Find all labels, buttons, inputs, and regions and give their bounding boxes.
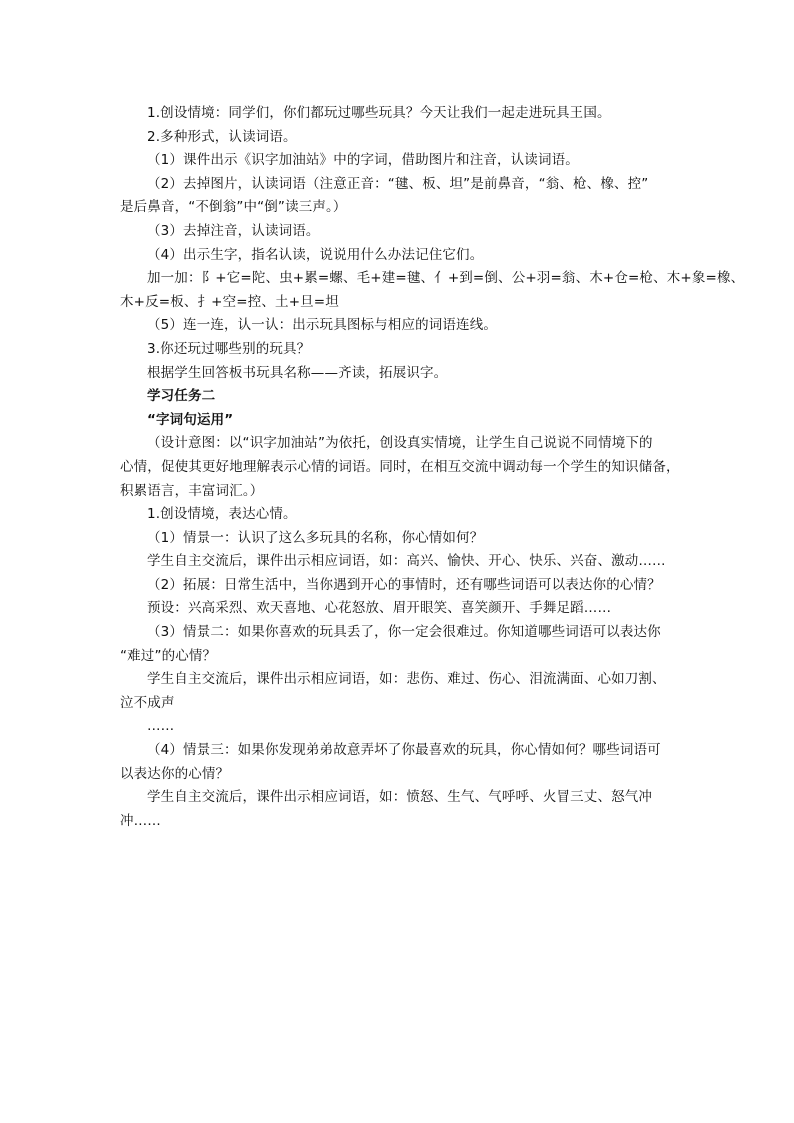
paragraph-line: （1）课件出示《识字加油站》中的字词，借助图片和注音，认读词语。 [147, 152, 579, 169]
document-page [120, 102, 745, 833]
paragraph-line: （设计意图：以“识字加油站”为依托，创设真实情境，让学生自己说说不同情境下的 [147, 435, 653, 452]
paragraph-line: （2）拓展：日常生活中，当你遇到开心的事情时，还有哪些词语可以表达你的心情？ [147, 576, 661, 593]
paragraph-line: （5）连一连，认一认：出示玩具图标与相应的词语连线。 [147, 317, 497, 334]
paragraph-line: 预设：兴高采烈、欢天喜地、心花怒放、眉开眼笑、喜笑颜开、手舞足蹈…… [147, 600, 612, 617]
section-heading: 学习任务二 [147, 388, 216, 405]
section-heading: “字词句运用” [147, 411, 234, 428]
paragraph-line: （3）情景二：如果你喜欢的玩具丢了，你一定会很难过。你知道哪些词语可以表达你 [147, 624, 661, 641]
paragraph-line: 学生自主交流后，课件出示相应词语，如：高兴、愉快、开心、快乐、兴奋、激动…… [147, 553, 666, 570]
paragraph-line: 2.多种形式，认读词语。 [147, 128, 297, 145]
paragraph-line: 1.创设情境：同学们，你们都玩过哪些玩具？今天让我们一起走进玩具王国。 [147, 105, 611, 121]
paragraph-line: 积累语言，丰富词汇。） [120, 482, 264, 499]
paragraph-line: （2）去掉图片，认读词语（注意正音：“毽、板、坦”是前鼻音，“翁、枪、橡、控” [147, 175, 649, 192]
paragraph-line: 以表达你的心情？ [120, 765, 230, 782]
paragraph-line: （3）去掉注音，认读词语。 [147, 222, 320, 239]
paragraph-line: 学生自主交流后，课件出示相应词语，如：愤怒、生气、气呼呼、火冒三丈、怒气冲 [147, 789, 653, 806]
paragraph-line: …… [147, 718, 175, 735]
paragraph-line: 加一加：阝+它=陀、虫+累=螺、毛+建=毽、亻+到=倒、公+羽=翁、木+仓=枪、木+象=橡、 [147, 270, 745, 287]
paragraph-line: 冲…… [120, 812, 161, 829]
paragraph-line: 1.创设情境，表达心情。 [147, 506, 297, 523]
paragraph-line: （1）情景一：认识了这么多玩具的名称，你心情如何？ [147, 529, 484, 546]
paragraph-line: “难过”的心情？ [120, 647, 217, 664]
paragraph-line: 木+反=板、扌+空=控、土+旦=坦 [120, 293, 339, 310]
paragraph-line: 学生自主交流后，课件出示相应词语，如：悲伤、难过、伤心、泪流满面、心如刀割、 [147, 671, 666, 688]
paragraph-line: 心情，促使其更好地理解表示心情的词语。同时，在相互交流中调动每一个学生的知识储备， [120, 458, 680, 475]
paragraph-line: 根据学生回答板书玩具名称——齐读，拓展识字。 [147, 364, 448, 381]
paragraph-line: （4）出示生字，指名认读，说说用什么办法记住它们。 [147, 246, 484, 263]
paragraph-line: 泣不成声 [120, 694, 175, 711]
paragraph-line: 是后鼻音，“不倒翁”中“倒”读三声。） [120, 199, 347, 216]
paragraph-line: （4）情景三：如果你发现弟弟故意弄坏了你最喜欢的玩具，你心情如何？哪些词语可 [147, 742, 661, 759]
paragraph-line: 3.你还玩过哪些别的玩具？ [147, 340, 311, 357]
